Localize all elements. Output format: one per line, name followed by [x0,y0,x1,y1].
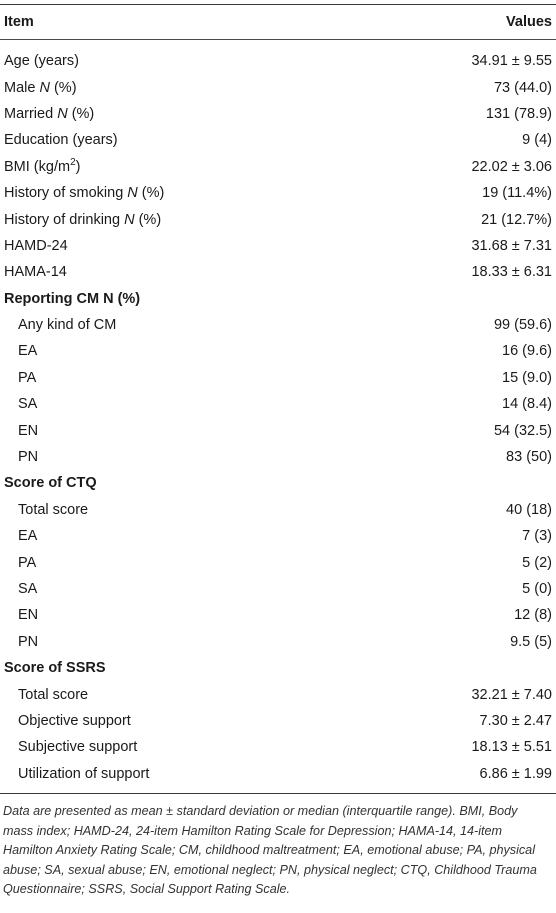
header-item: Item [4,14,34,30]
row-label [4,185,164,201]
row-label-italic: N [124,211,135,228]
table-row [0,734,556,760]
row-label [4,555,36,571]
row-label-text: Total score [18,686,89,703]
row-label [4,607,38,623]
table-row [0,365,556,391]
demographics-table [0,4,556,900]
row-label [4,396,37,412]
row-label-text: EA [18,528,38,545]
row-label-prefix: Married [4,105,58,122]
row-label-suffix: (%) [67,105,95,122]
table-row [0,602,556,628]
row-value: 18.33 ± 6.31 [471,264,552,281]
row-label-text: PA [18,369,37,386]
row-label-text: Score of CTQ [4,475,97,492]
table-row [0,48,556,74]
row-value: 12 (8) [514,607,552,624]
table-row [0,391,556,417]
row-label-text: Education (years) [4,132,118,149]
row-label-prefix: History of drinking [4,211,125,228]
table-row [0,74,556,100]
header-values: Values [506,14,552,30]
table-row [0,523,556,549]
row-label [4,212,161,228]
row-value: 9.5 (5) [510,633,552,650]
row-label-text: PA [18,554,37,571]
row-label-text: Score of SSRS [4,660,106,677]
row-label-italic: N [39,79,50,96]
row-value: 6.86 ± 1.99 [479,765,552,782]
row-label [4,80,77,96]
row-label-text: Objective support [18,712,131,729]
row-value: 7 (3) [522,528,552,545]
row-value: 99 (59.6) [493,317,552,334]
row-value: 14 (8.4) [502,396,552,413]
row-label-text: HAMA-14 [4,264,67,281]
row-label [4,343,37,359]
row-value: 31.68 ± 7.31 [471,237,552,254]
table-row [0,629,556,655]
table-row [0,549,556,575]
section-heading-row [0,286,556,312]
row-label-text: SA [18,396,38,413]
row-label-superscript: 2 [70,156,76,168]
row-label-text: SA [18,581,38,597]
table-row [0,761,556,787]
table-row [0,576,556,602]
table-row [0,259,556,285]
row-value: 18.13 ± 5.51 [471,739,552,756]
table-header [0,5,556,39]
row-value: 73 (44.0) [493,79,552,96]
row-label-text: Utilization of support [18,765,150,782]
row-label [4,156,81,175]
row-label-suffix: (%) [137,185,165,202]
row-label [4,502,88,518]
table-row [0,417,556,443]
section-heading [4,475,97,491]
row-label [4,634,38,650]
row-label-text: Age (years) [4,53,79,70]
row-value: 7.30 ± 2.47 [479,712,552,729]
row-label [4,264,67,280]
table-row [0,180,556,206]
row-value: 16 (9.6) [502,343,552,360]
row-label [4,739,137,755]
row-value: 15 (9.0) [502,369,552,386]
row-value: 22.02 ± 3.06 [471,158,552,175]
row-label-suffix: ) [75,158,81,175]
row-value: 131 (78.9) [485,105,552,122]
table-row [0,708,556,734]
row-value: 5 (0) [522,581,552,597]
row-label-text: Reporting CM N (%) [4,290,141,307]
section-heading [4,291,140,307]
row-value: 32.21 ± 7.40 [471,686,552,703]
table-row [0,101,556,127]
row-label-italic: N [57,105,68,122]
section-heading-row [0,655,556,681]
row-label [4,766,149,782]
table-footnote: Data are presented as mean ± standard deviation or median (interquartile range). BMI, Body mass index; HAMD-24, 24-item Hamilton Rating Scale for Depression; HAMA-14, 14-item Hamilton Anxiety Rating Scale; CM, childhood maltreatment; EA, emotional abuse; PA, physical abuse; SA, sexual abuse; EN, emotional neglect; PN, physical neglect; CTQ, Childhood Trauma Questionnaire; SSRS, Social Support Rating Scale. [3,803,537,897]
table-row [0,338,556,364]
row-label-text: PN [18,449,39,466]
row-label-text: HAMD-24 [4,237,68,254]
row-label-italic: N [127,185,138,202]
row-label-text: Any kind of CM [18,317,117,334]
table-row [0,497,556,523]
row-label-prefix: History of smoking [4,185,128,202]
row-label [4,713,131,729]
table-row [0,444,556,470]
table-body [0,40,556,787]
row-value: 34.91 ± 9.55 [471,53,552,70]
row-value: 21 (12.7%) [481,211,552,228]
row-value: 83 (50) [506,449,552,466]
row-label-text: Total score [18,501,89,518]
row-label [4,370,36,386]
row-value: 40 (18) [506,501,552,518]
table-row [0,681,556,707]
row-label-text: Subjective support [18,739,138,756]
row-label-suffix: (%) [134,211,162,228]
table-row [0,154,556,180]
row-label-text: EN [18,607,39,624]
section-heading-row [0,470,556,496]
row-label-prefix: Male [4,79,40,96]
section-heading [4,660,106,676]
row-label-text: EN [18,422,39,439]
row-label-suffix: (%) [49,79,77,96]
table-row [0,127,556,153]
row-value: 54 (32.5) [493,422,552,439]
row-label-text: PN [18,633,39,650]
row-value: 5 (2) [522,554,552,571]
row-label [4,317,116,333]
row-label [4,687,88,703]
row-label [4,132,118,148]
row-value: 19 (11.4%) [482,185,552,202]
table-row [0,206,556,232]
row-label [4,449,38,465]
row-label-text: EA [18,343,38,360]
row-label [4,106,94,122]
row-label [4,423,38,439]
table-row [0,312,556,338]
row-label [4,238,68,254]
table-row [0,233,556,259]
row-label [4,581,37,597]
row-label [4,53,79,69]
row-label [4,528,37,544]
row-value: 9 (4) [522,132,552,149]
row-label-prefix: BMI (kg/m [4,158,71,175]
